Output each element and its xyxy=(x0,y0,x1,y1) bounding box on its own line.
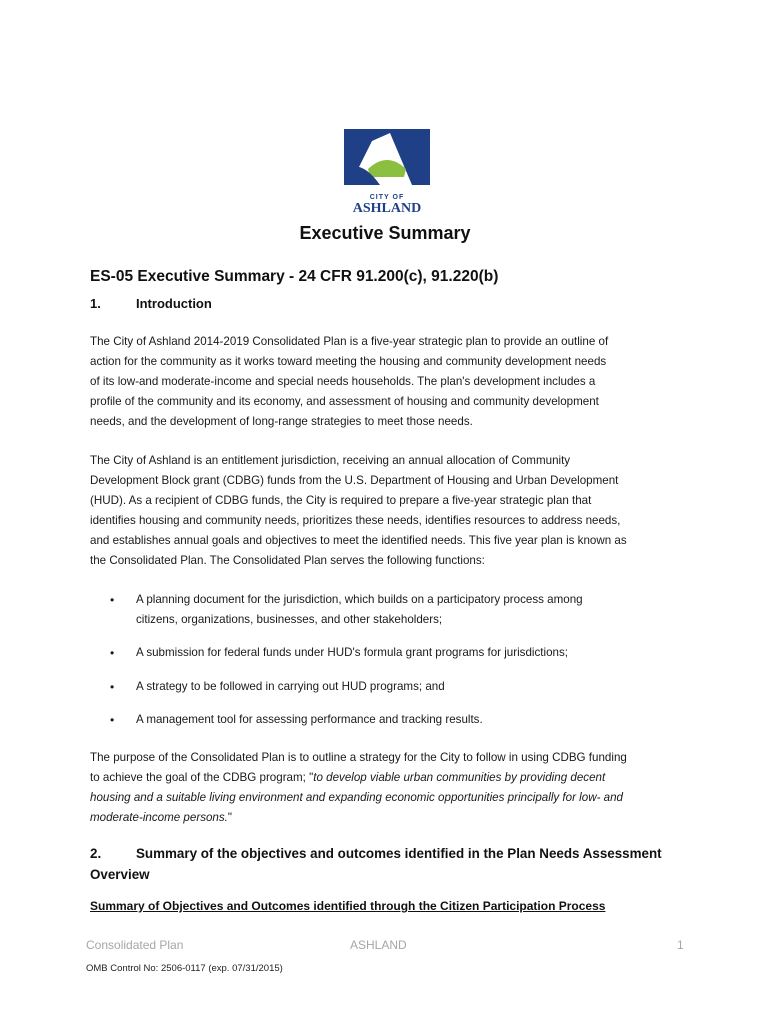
bullet-icon: • xyxy=(110,680,115,694)
paragraph-1-line: action for the community as it works toward meeting the housing and community development needs xyxy=(90,355,607,368)
omb-control-number: OMB Control No: 2506-0117 (exp. 07/31/2015) xyxy=(86,963,283,974)
bullet-text-line: A strategy to be followed in carrying out HUD programs; and xyxy=(136,680,445,693)
intro-number: 1. xyxy=(90,296,101,311)
bullet-text-line: A management tool for assessing performance and tracking results. xyxy=(136,713,483,726)
paragraph-1-line: needs, and the development of long-range strategies to meet those needs. xyxy=(90,415,473,428)
footer-plan-name: Consolidated Plan xyxy=(86,938,184,952)
paragraph-1 xyxy=(90,332,690,432)
paragraph-2-line: identifies housing and community needs, prioritizes these needs, identifies resources to address needs, xyxy=(90,514,621,527)
bullet-icon: • xyxy=(110,713,115,727)
paragraph-3-line xyxy=(90,768,690,788)
paragraph-3-text: " xyxy=(227,811,233,824)
paragraph-2-line: The City of Ashland is an entitlement jurisdiction, receiving an annual allocation of Community xyxy=(90,454,571,467)
paragraph-3-line xyxy=(90,788,690,808)
paragraph-3-line: The purpose of the Consolidated Plan is to outline a strategy for the City to follow in using CDBG funding xyxy=(90,751,627,764)
logo-line1: CITY OF xyxy=(369,194,405,201)
bullet-icon: • xyxy=(110,593,115,607)
paragraph-1-line: of its low-and moderate-income and special needs households. The plan's development includes a xyxy=(90,375,596,388)
section-2-number: 2. xyxy=(90,846,102,861)
footer-page-number: 1 xyxy=(677,938,684,952)
paragraph-3-quote: moderate-income persons. xyxy=(90,811,228,824)
paragraph-1-line: profile of the community and its economy, and assessment of housing and community development xyxy=(90,395,599,408)
intro-title: Introduction xyxy=(136,296,212,311)
section-2-title-cont: Overview xyxy=(90,867,150,882)
footer-jurisdiction: ASHLAND xyxy=(350,938,407,952)
logo-line2: ASHLAND xyxy=(352,201,422,215)
bullet-text-line: A submission for federal funds under HUD's formula grant programs for jurisdictions; xyxy=(136,646,569,659)
city-of-ashland-logo xyxy=(342,129,432,215)
section-heading: ES-05 Executive Summary - 24 CFR 91.200(c), 91.220(b) xyxy=(90,268,499,285)
paragraph-2-line: the Consolidated Plan. The Consolidated Plan serves the following functions: xyxy=(90,554,485,567)
subheading: Summary of Objectives and Outcomes identified through the Citizen Participation Process xyxy=(90,899,606,913)
paragraph-2 xyxy=(90,451,690,571)
page-title: Executive Summary xyxy=(299,223,471,243)
paragraph-2-line: Development Block grant (CDBG) funds from the U.S. Department of Housing and Urban Development xyxy=(90,474,619,487)
paragraph-2-line: and establishes annual goals and objectives to meet the identified needs. This five year plan is known as xyxy=(90,534,627,547)
bullet-text-line: citizens, organizations, businesses, and other stakeholders; xyxy=(136,613,443,626)
bullet-text-line: A planning document for the jurisdiction, which builds on a participatory process among xyxy=(136,593,583,606)
section-2-title: Summary of the objectives and outcomes identified in the Plan Needs Assessment xyxy=(136,846,662,861)
paragraph-1-line: The City of Ashland 2014-2019 Consolidated Plan is a five-year strategic plan to provide an outline of xyxy=(90,335,609,348)
bullet-icon: • xyxy=(110,646,115,660)
paragraph-2-line: (HUD). As a recipient of CDBG funds, the City is required to prepare a five-year strategic plan that xyxy=(90,494,592,507)
paragraph-3-text: to achieve the goal of the CDBG program; " xyxy=(90,771,314,784)
paragraph-3-quote: housing and a suitable living environment and expanding economic opportunities principally for low- and xyxy=(90,791,623,804)
paragraph-3 xyxy=(90,748,690,828)
paragraph-3-line xyxy=(90,808,690,828)
paragraph-3-quote: to develop viable urban communities by providing decent xyxy=(313,771,606,784)
